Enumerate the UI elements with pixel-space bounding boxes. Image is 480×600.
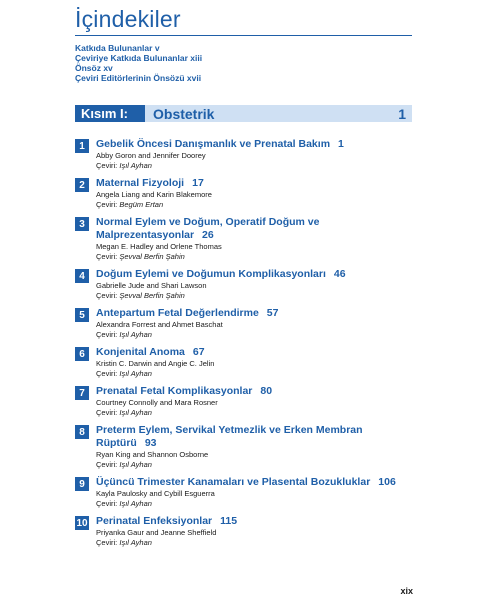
chapter-authors: Priyanka Gaur and Jeanne Sheffield — [96, 528, 217, 537]
chapter-translator — [96, 200, 420, 210]
translator-prefix: Çeviri: — [96, 499, 118, 508]
chapter-authors: Angela Liang and Karin Blakemore — [96, 190, 212, 199]
title-rule — [75, 35, 412, 36]
chapter-number: 2 — [75, 178, 89, 192]
chapter-entry[interactable] — [75, 307, 420, 340]
part-header[interactable] — [75, 105, 412, 122]
front-matter-preface[interactable]: Önsöz xv — [75, 63, 113, 73]
chapter-title-text: Maternal Fizyoloji — [96, 177, 185, 189]
translator-name: Işıl Ayhan — [119, 330, 152, 339]
part-label: Kısım I: — [75, 105, 145, 122]
chapter-title-text: Gebelik Öncesi Danışmanlık ve Prenatal Bakım — [96, 138, 331, 150]
chapter-number: 8 — [75, 425, 89, 439]
translator-name: Şevval Berfin Şahin — [119, 291, 185, 300]
chapter-authors: Alexandra Forrest and Ahmet Baschat — [96, 320, 223, 329]
translator-prefix: Çeviri: — [96, 200, 118, 209]
chapter-entry[interactable] — [75, 268, 420, 301]
translator-name: Işıl Ayhan — [119, 408, 152, 417]
chapter-entry[interactable] — [75, 138, 420, 171]
chapter-title[interactable] — [96, 307, 420, 320]
translator-name: Işıl Ayhan — [119, 538, 152, 547]
chapter-body — [96, 476, 420, 509]
chapter-title[interactable] — [96, 476, 420, 489]
chapter-number: 10 — [76, 517, 88, 529]
chapter-title-text: Üçüncü Trimester Kanamaları ve Plasental Bozukluklar — [96, 476, 371, 488]
translator-name: Şevval Berfin Şahin — [119, 252, 185, 261]
chapter-title[interactable] — [96, 515, 420, 528]
front-matter-translation-editors-preface[interactable]: Çeviri Editörlerinin Önsözü xvii — [75, 73, 202, 83]
chapter-page: 46 — [333, 268, 346, 280]
chapter-translator — [96, 408, 420, 418]
chapter-body — [96, 307, 420, 340]
chapter-entry[interactable] — [75, 216, 420, 262]
chapter-entry[interactable] — [75, 515, 420, 548]
chapter-body — [96, 346, 420, 379]
chapter-translator — [96, 330, 420, 340]
translator-prefix: Çeviri: — [96, 161, 118, 170]
translator-prefix: Çeviri: — [96, 291, 118, 300]
front-matter-contributors[interactable]: Katkıda Bulunanlar v — [75, 43, 160, 53]
translator-name: Işıl Ayhan — [119, 369, 152, 378]
chapter-page: 26 — [202, 229, 214, 241]
chapter-translator — [96, 499, 420, 509]
chapter-body — [96, 515, 420, 548]
chapter-authors: Kristin C. Darwin and Angie C. Jelin — [96, 359, 215, 368]
part-title: Obstetrik — [153, 105, 215, 122]
chapter-title-text: Antepartum Fetal Değerlendirme — [96, 307, 259, 319]
chapter-title[interactable] — [96, 346, 420, 359]
translator-prefix: Çeviri: — [96, 538, 118, 547]
chapter-page: 93 — [144, 437, 157, 449]
chapter-number: 6 — [75, 347, 89, 361]
chapter-title-text: Normal Eylem ve Doğum, Operatif Doğum ve Malprezentasyonlar — [96, 216, 320, 241]
chapter-entry[interactable] — [75, 177, 420, 210]
translator-name: Işıl Ayhan — [119, 460, 152, 469]
chapter-title-text: Doğum Eylemi ve Doğumun Komplikasyonları — [96, 268, 326, 280]
chapter-title-text: Preterm Eylem, Servikal Yetmezlik ve Erken Membran Rüptürü — [96, 424, 363, 449]
chapter-page: 115 — [220, 515, 238, 527]
chapter-authors: Kayla Paulosky and Cybill Esguerra — [96, 489, 215, 498]
chapter-translator — [96, 460, 420, 470]
chapter-number: 5 — [75, 308, 89, 322]
chapter-authors: Megan E. Hadley and Orlene Thomas — [96, 242, 222, 251]
page-number: xix — [400, 586, 413, 596]
translator-prefix: Çeviri: — [96, 408, 118, 417]
chapter-translator — [96, 161, 420, 171]
chapter-body — [96, 216, 420, 262]
chapter-list — [75, 138, 420, 554]
chapter-title[interactable] — [96, 424, 420, 450]
chapter-page: 57 — [266, 307, 279, 319]
chapter-body — [96, 138, 420, 171]
chapter-number: 4 — [75, 269, 89, 283]
front-matter-translation-contributors[interactable]: Çeviriye Katkıda Bulunanlar xiii — [75, 53, 203, 63]
chapter-page: 1 — [338, 138, 344, 150]
chapter-entry[interactable] — [75, 346, 420, 379]
translator-name: Begüm Ertan — [119, 200, 164, 209]
chapter-number: 1 — [75, 139, 89, 153]
chapter-title[interactable] — [96, 138, 420, 151]
translator-name: Işıl Ayhan — [119, 499, 152, 508]
front-matter — [75, 43, 202, 83]
chapter-body — [96, 424, 420, 470]
page-title: İçindekiler — [75, 6, 181, 32]
chapter-authors: Ryan King and Shannon Osborne — [96, 450, 209, 459]
chapter-number: 7 — [75, 386, 89, 400]
chapter-translator — [96, 538, 420, 548]
chapter-page: 67 — [192, 346, 205, 358]
chapter-title-text: Konjenital Anoma — [96, 346, 185, 358]
chapter-translator — [96, 369, 420, 379]
translator-prefix: Çeviri: — [96, 252, 118, 261]
chapter-body — [96, 177, 420, 210]
chapter-page: 80 — [260, 385, 273, 397]
chapter-title[interactable] — [96, 385, 420, 398]
chapter-entry[interactable] — [75, 476, 420, 509]
chapter-title[interactable] — [96, 216, 420, 242]
chapter-entry[interactable] — [75, 385, 420, 418]
part-page: 1 — [398, 105, 406, 122]
translator-prefix: Çeviri: — [96, 369, 118, 378]
chapter-number: 9 — [75, 477, 89, 491]
translator-name: Işıl Ayhan — [119, 161, 152, 170]
translator-prefix: Çeviri: — [96, 330, 118, 339]
chapter-page: 106 — [378, 476, 396, 488]
chapter-authors: Abby Goron and Jennifer Doorey — [96, 151, 206, 160]
chapter-body — [96, 268, 420, 301]
chapter-body — [96, 385, 420, 418]
chapter-authors: Courtney Connolly and Mara Rosner — [96, 398, 218, 407]
chapter-number: 3 — [75, 217, 89, 231]
chapter-translator — [96, 252, 420, 262]
chapter-title[interactable] — [96, 177, 420, 190]
chapter-title[interactable] — [96, 268, 420, 281]
chapter-title-text: Perinatal Enfeksiyonlar — [96, 515, 213, 527]
chapter-page: 17 — [192, 177, 204, 189]
translator-prefix: Çeviri: — [96, 460, 118, 469]
chapter-translator — [96, 291, 420, 301]
chapter-entry[interactable] — [75, 424, 420, 470]
chapter-authors: Gabrielle Jude and Shari Lawson — [96, 281, 207, 290]
chapter-title-text: Prenatal Fetal Komplikasyonlar — [96, 385, 253, 397]
